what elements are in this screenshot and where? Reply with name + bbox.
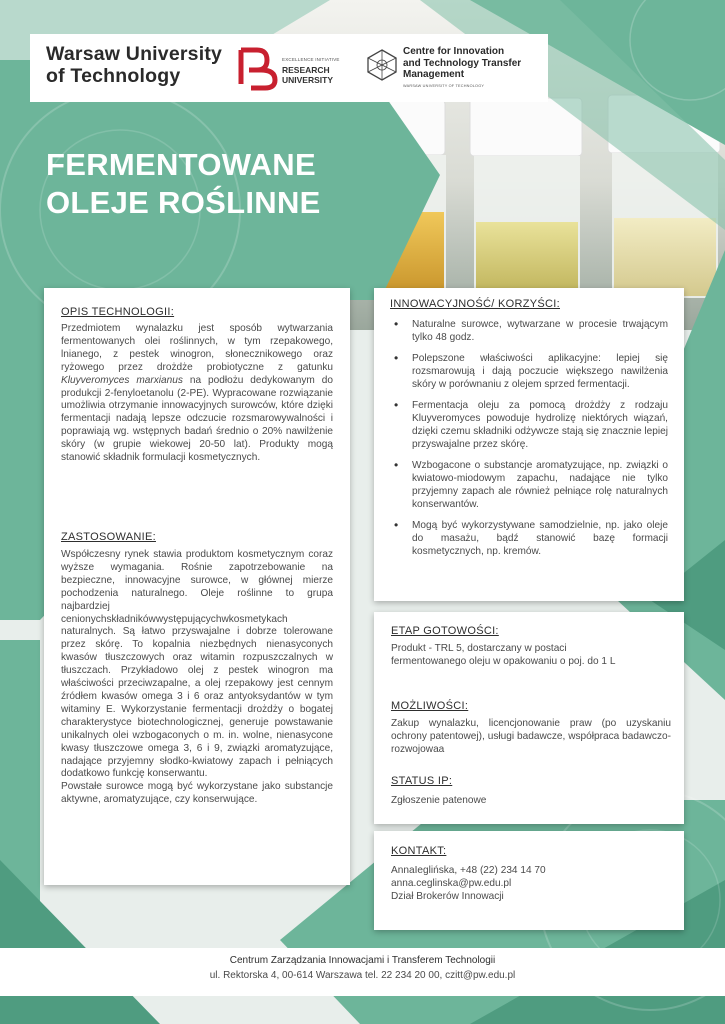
mozliwosci-text: Zakup wynalazku, licencjonowanie praw (po uzyskaniu ochrony patentowej), usługi badawcze, współpraca badawczo-rozwojowaa	[391, 718, 671, 755]
footer	[0, 948, 725, 996]
opis-text: Przedmiotem wynalazku jest sposób wytwarzania fermentowanych olei roślinnych, w tym rzepakowego, lnianego, z pestek winogron, słonecznikowego oraz ryżowego przez drożdże probiotyczne z gatunku Kluyveromyces marxianus na podłożu dedykowanym do produkcji 2-fenyloetanolu (2-PE). Wypracowane rozwiązanie umożliwia otrzymanie innowacyjnych surowców, które dzięki fermentacji nadają lepsze odczucie rozsmarowywalności i poprawiają wg. wstępnych badań średnio o 20% nawilżenie skóry (w grupie wiekowej 20-50 lat). Produkty mogą stanowić składnik formulacji kosmetycznych.	[61, 323, 333, 464]
footer-address: ul. Rektorska 4, 00-614 Warszawa tel. 22 234 20 00, czitt@pw.edu.pl	[209, 970, 516, 981]
description-card	[44, 288, 350, 885]
etap-heading: ETAP GOTOWOŚCI:	[391, 625, 499, 637]
list-item: • Fermentacja oleju za pomocą drożdży z rodzaju Kluyveromyces powoduje hydrolizę niektórych wiązań, dzięki czemu składniki odżywcze stają się znacznie lepiej przyswajalne przez skórę.	[390, 399, 668, 451]
etap-text: Produkt - TRL 5, dostarczany w postaci fermentowanego oleju w opakowaniu o poj. do 1 L	[391, 643, 616, 667]
zastosowanie-text: Współczesny rynek stawia produktom kosmetycznym coraz wyższe wymagania. Rośnie zapotrzebowanie na bezpieczne, innowacyjne surowce, w głównej mierze pochodzenia naturalnego. Oleje roślinne to grupa najbardziej cenionychskładnikówwystępującychwkosmetykach naturalnych. Są łatwo przyswajalne i dobrze tolerowane przez skórę. To kopalnia niezbędnych nienasyconych kwasów tłuszczowych oraz witamin rozpuszczalnych w tłuszczach. Przykładowo olej z pestek winogron ma właściwości przeciwzapalne, a olej rzepakowy jest cennym źródłem kwasów omega 3 i 6 oraz antyoksydantów w tym witaminy E. Wykorzystanie fermentacji drożdży o bogatej charakterystyce biotechnologicznej, generuje powstawanie unikalnych olei wzbogaconych o m. in. wolne, nienasycone kwasy tłuszczowe omega 3, 6 i 9, związki aromatyzujące, nadające przyjemny słodko-kwiatowy zapach i pełniących dodatkowo funkcję konserwantu. Powstałe surowce mogą być wykorzystane jako substancje aktywne, aromatyzujące, czy konserwujące.	[61, 549, 333, 806]
research-university-logo: EXCELLENCE INITIATIVE RESEARCH UNIVERSITY	[237, 44, 347, 94]
benefits-card	[374, 288, 684, 601]
mozliwosci-heading: MOŻLIWOŚCI:	[391, 700, 469, 712]
research-university-icon	[237, 44, 281, 92]
warsaw-university-logo: Warsaw University of Technology	[46, 43, 223, 87]
contact-department: Dział Brokerów Innowacji	[391, 891, 504, 902]
list-item: • Mogą być wykorzystywane samodzielnie, np. jako oleje do masażu, bądź stanowić bazę formacji kosmetycznych, np. kremów.	[390, 519, 668, 558]
list-item: • Wzbogacone o substancje aromatyzujące, np. związki o kwiatowo-miodowym zapachu, nadające nie tylko przyjemny zapach ale również pełniące rolę naturalnych konserwantów.	[390, 459, 668, 511]
benefits-list	[390, 318, 668, 566]
status-card	[374, 612, 684, 824]
innowacyjnosc-heading: INNOWACYJNOŚĆ/ KORZYŚCI:	[390, 298, 560, 310]
network-icon	[365, 48, 399, 82]
contact-email[interactable]: anna.ceglinska@pw.edu.pl	[391, 878, 512, 889]
vial-2	[470, 98, 582, 298]
status-heading: STATUS IP:	[391, 775, 453, 787]
opis-heading: OPIS TECHNOLOGII:	[61, 306, 175, 318]
header-logos	[30, 34, 548, 102]
list-item: • Polepszone właściwości aplikacyjne: lepiej się rozsmarowują i dają poczucie większego nawilżenia skóry w porównaniu z olejem sprzed fermentacji.	[390, 352, 668, 391]
list-item: • Naturalne surowce, wytwarzane w procesie trwającym tylko 48 godz.	[390, 318, 668, 344]
status-text: Zgłoszenie patenowe	[391, 795, 487, 806]
contact-phone: AnnaIeglińska, +48 (22) 234 14 70	[391, 865, 546, 876]
footer-org: Centrum Zarządzania Innowacjami i Transferem Technologii	[229, 955, 496, 966]
kontakt-heading: KONTAKT:	[391, 845, 447, 857]
citt-logo: Centre for Innovation and Technology Transfer Management WARSAW UNIVERSITY OF TECHNOLOGY	[365, 46, 545, 96]
contact-card	[374, 831, 684, 930]
zastosowanie-heading: ZASTOSOWANIE:	[61, 531, 156, 543]
page-title: FERMENTOWANE OLEJE ROŚLINNE	[46, 147, 321, 220]
